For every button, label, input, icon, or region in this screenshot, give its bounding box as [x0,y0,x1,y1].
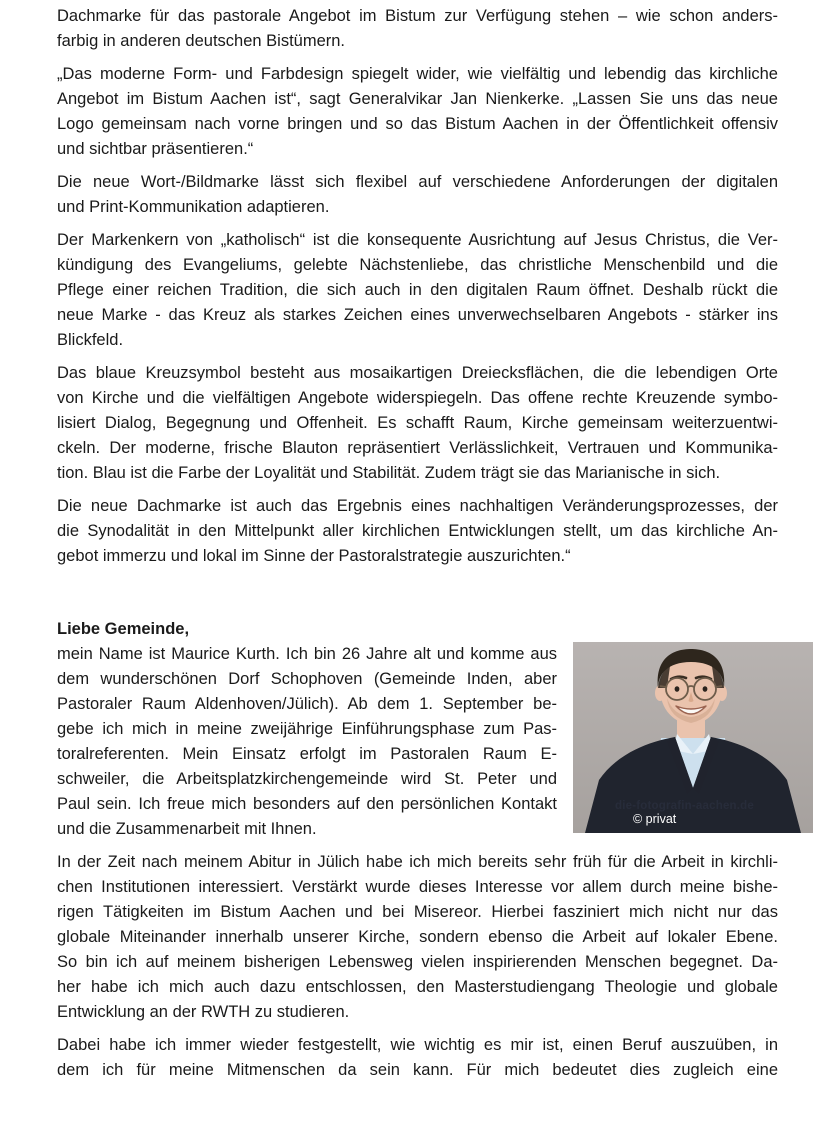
text-line: dem wunderschönen Dorf Schophoven (Gemeinde Inden, aber [57,670,557,688]
text-line: Die neue Wort-/Bildmarke lässt sich flexibel auf verschiedene Anforderungen der digitalen [57,173,778,191]
text-line: Der Markenkern von „katholisch“ ist die konsequente Ausrichtung auf Jesus Christus, die Ver- [57,231,778,249]
paragraph [57,4,778,54]
text-line: Dachmarke für das pastorale Angebot im Bistum zur Verfügung stehen – wie schon anders- [57,7,778,25]
text-line: schweiler, die Arbeitsplatzkirchengemeinde wird St. Peter und [57,770,557,788]
text-line: kündigung des Evangeliums, gelebte Nächstenliebe, das christliche Menschenbild und die [57,256,778,274]
text-line: tion. Blau ist die Farbe der Loyalität und Stabilität. Zudem trägt sie das Marianische in sich. [57,464,721,482]
text-line: Entwicklung an der RWTH zu studieren. [57,1003,350,1021]
text-line: „Das moderne Form- und Farbdesign spiegelt wider, wie vielfältig und lebendig das kirchliche [57,65,778,83]
portrait-photo [573,642,813,833]
text-line: Das blaue Kreuzsymbol besteht aus mosaikartigen Dreiecksflächen, die die lebendigen Orte [57,364,778,382]
paragraph [57,494,778,569]
text-line: globale Miteinander innerhalb unserer Kirche, sondern ebenso die Arbeit auf lokaler Ebene. [57,928,778,946]
text-line: Logo gemeinsam nach vorne bringen und so das Bistum Aachen in der Öffentlichkeit offensiv [57,115,778,133]
photo-watermark: die-fotografin-aachen.de [615,800,754,812]
text-line: Pastoraler Raum Aldenhoven/Jülich). Ab dem 1. September be- [57,695,557,713]
paragraph [57,1033,778,1083]
photo-credit: © privat [633,812,677,826]
text-line: lisiert Dialog, Begegnung und Offenheit. Es schafft Raum, Kirche gemeinsam weiterzuentwi- [57,414,778,432]
paragraph [57,170,778,220]
text-line: von Kirche und die vielfältigen Angebote widerspiegeln. Das offene rechte Kreuzende symbo- [57,389,778,407]
paragraph [57,850,778,1025]
text-line: dem ich für meine Mitmenschen da sein kann. Für mich bedeutet dies zugleich eine [57,1061,778,1079]
text-line: gebe ich mich in meine zweijährige Einführungsphase zum Pas- [57,720,557,738]
text-line: Pflege einer reichen Tradition, die sich auch in den digitalen Raum öffnet. Deshalb rückt die [57,281,778,299]
text-line: toralreferenten. Mein Einsatz erfolgt im Pastoralen Raum E- [57,745,557,763]
text-line: ckeln. Der moderne, frische Blauton repräsentiert Verlässlichkeit, Vertrauen und Kommunika- [57,439,778,457]
greeting-heading: Liebe Gemeinde, [57,620,190,638]
paragraph [57,361,778,486]
text-line: So bin ich auf meinem bisherigen Lebensweg vielen inspirierenden Menschen begegnet. Da- [57,953,778,971]
text-line: her habe ich mich auch dazu entschlossen, den Masterstudiengang Theologie und globale [57,978,778,996]
text-line: Die neue Dachmarke ist auch das Ergebnis eines nachhaltigen Veränderungsprozesses, der [57,497,778,515]
paragraph [57,62,778,162]
text-line: In der Zeit nach meinem Abitur in Jülich habe ich mich bereits sehr früh für die Arbeit in kirchli- [57,853,778,871]
text-line: und sichtbar präsentieren.“ [57,140,254,158]
greeting-section [57,617,778,842]
text-line: Paul sein. Ich freue mich besonders auf den persönlichen Kontakt [57,795,557,813]
text-line: die Synodalität in den Mittelpunkt aller kirchlichen Entwicklungen stellt, um das kirchliche An- [57,522,778,540]
text-line: rigen Tätigkeiten im Bistum Aachen und bei Misereor. Hierbei fasziniert mich nicht nur das [57,903,778,921]
paragraph [57,228,778,353]
text-line: und die Zusammenarbeit mit Ihnen. [57,820,317,838]
text-line: gebot immerzu und lokal im Sinne der Pastoralstrategie auszurichten.“ [57,547,571,565]
text-line: chen Institutionen interessiert. Verstärkt wurde dieses Interesse vor allem durch meine bishe- [57,878,778,896]
text-line: Dabei habe ich immer wieder festgestellt, wie wichtig es mir ist, einen Beruf auszuüben, in [57,1036,778,1054]
text-line: Blickfeld. [57,331,124,349]
text-line: mein Name ist Maurice Kurth. Ich bin 26 Jahre alt und komme aus [57,645,557,663]
text-line: neue Marke - das Kreuz als starkes Zeichen eines unverwechselbaren Angebots - stärker ins [57,306,778,324]
text-line: und Print-Kommunikation adaptieren. [57,198,330,216]
text-line: farbig in anderen deutschen Bistümern. [57,32,346,50]
text-line: Angebot im Bistum Aachen ist“, sagt Generalvikar Jan Nienkerke. „Lassen Sie uns das neue [57,90,778,108]
